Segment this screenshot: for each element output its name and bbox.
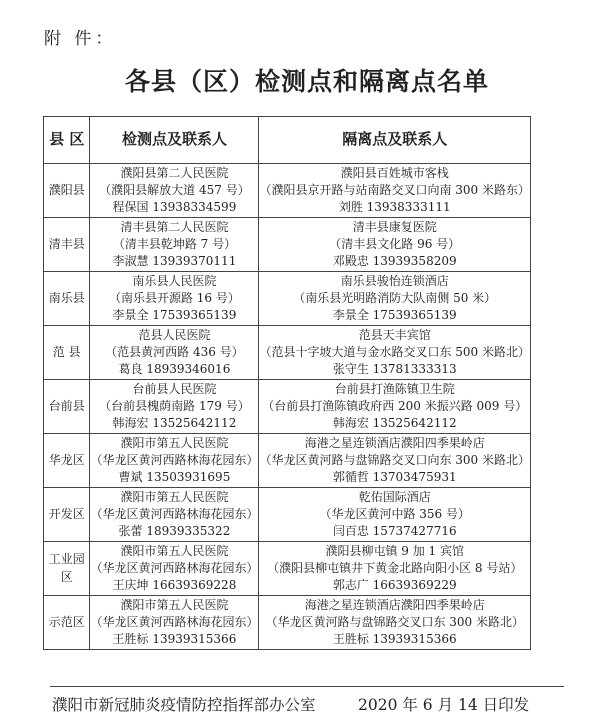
site-name: 台前县人民医院 [132,381,217,396]
site-address: （南乐县开源路 16 号） [108,290,240,305]
site-contact: 闫百忠 15737427716 [332,524,457,539]
site-contact: 葛良 18939346016 [118,362,231,377]
site-name: 范县天丰宾馆 [358,327,431,342]
testing-site-cell [90,380,259,434]
county-cell: 范 县 [44,326,90,380]
site-contact: 张蕾 18939335322 [118,524,231,539]
isolation-site-cell [259,218,531,272]
site-address: （华龙区黄河西路林海花园东） [90,614,259,629]
site-contact: 韩海宏 13525642112 [112,416,237,431]
site-name: 清丰县康复医院 [352,219,437,234]
site-address: （濮阳县京开路与站南路交叉口向南 300 米路东） [259,182,530,197]
site-address: （濮阳县解放大道 457 号） [99,182,250,197]
site-name: 濮阳市第五人民医院 [120,597,229,612]
site-contact: 邓殿忠 13939358209 [332,254,457,269]
site-address: （台前县打渔陈镇政府西 200 米振兴路 009 号） [262,398,528,413]
site-name: 濮阳市第五人民医院 [120,543,229,558]
issuer: 濮阳市新冠肺炎疫情防控指挥部办公室 [52,696,316,714]
issue-date: 2020 年 6 月 14 日印发 [358,696,530,714]
isolation-site-cell [259,596,531,650]
site-name: 清丰县第二人民医院 [120,219,229,234]
county-cell: 华龙区 [44,434,90,488]
table-row [44,596,531,650]
site-list-table [43,116,531,650]
site-name: 范县人民医院 [138,327,211,342]
county-cell: 南乐县 [44,272,90,326]
site-contact: 刘胜 13938333111 [338,200,451,215]
isolation-site-cell [259,488,531,542]
attachment-label: 附 件： [44,29,117,49]
isolation-site-cell [259,434,531,488]
site-address: （范县十字坡大道与金水路交叉口东 500 米路北） [259,344,530,359]
table-header-row [44,117,531,164]
county-cell: 示范区 [44,596,90,650]
site-name: 海港之星连锁酒店濮阳四季果岭店 [304,435,485,450]
testing-site-cell [90,164,259,218]
site-name: 海港之星连锁酒店濮阳四季果岭店 [304,597,485,612]
isolation-site-cell [259,272,531,326]
isolation-site-cell [259,164,531,218]
header-testing-site: 检测点及联系人 [90,117,259,164]
table-row [44,380,531,434]
site-address: （华龙区黄河路与盘锦路交叉口东 300 米路北） [265,614,524,629]
site-name: 南乐县骏怡连锁酒店 [340,273,449,288]
site-address: （清丰县乾坤路 7 号） [112,236,237,251]
testing-site-cell [90,326,259,380]
county-cell: 开发区 [44,488,90,542]
isolation-site-cell [259,326,531,380]
site-address: （南乐县光明路消防大队南侧 50 米） [293,290,497,305]
header-county: 县 区 [44,117,90,164]
site-contact: 韩海宏 13525642112 [332,416,457,431]
site-address: （华龙区黄河西路林海花园东） [90,506,259,521]
site-name: 濮阳县柳屯镇 9 加 1 宾馆 [325,543,464,558]
testing-site-cell [90,542,259,596]
table-row [44,164,531,218]
site-contact: 李景全 17539365139 [112,308,237,323]
site-contact: 曹斌 13503931695 [118,470,231,485]
table-row [44,488,531,542]
table-row [44,218,531,272]
site-address: （华龙区黄河西路林海花园东） [90,560,259,575]
testing-site-cell [90,218,259,272]
county-cell: 清丰县 [44,218,90,272]
site-address: （台前县槐荫南路 179 号） [99,398,250,413]
footer-divider [50,686,564,687]
table-row [44,326,531,380]
site-contact: 王胜标 13939315366 [112,632,237,647]
testing-site-cell [90,434,259,488]
table-row [44,434,531,488]
table-row [44,272,531,326]
table-row [44,542,531,596]
site-address: （华龙区黄河中路 356 号） [319,506,470,521]
site-contact: 李淑慧 13939370111 [112,254,237,269]
site-address: （范县黄河西路 436 号） [105,344,244,359]
site-name: 濮阳市第五人民医院 [120,435,229,450]
site-name: 台前县打渔陈镇卫生院 [334,381,455,396]
site-contact: 李景全 17539365139 [332,308,457,323]
site-contact: 郭循哲 13703475931 [332,470,457,485]
isolation-site-cell [259,380,531,434]
county-cell: 濮阳县 [44,164,90,218]
site-name: 南乐县人民医院 [132,273,217,288]
site-contact: 王庆坤 16639369228 [112,578,237,593]
site-name: 濮阳市第五人民医院 [120,489,229,504]
county-cell: 台前县 [44,380,90,434]
county-cell: 工业园区 [44,542,90,596]
site-contact: 郭志广 16639369229 [332,578,457,593]
site-name: 濮阳县百姓城市客栈 [340,165,449,180]
testing-site-cell [90,596,259,650]
site-address: （濮阳县柳屯镇井下黄金北路向阳小区 8 号站） [267,560,523,575]
site-address: （华龙区黄河西路林海花园东） [90,452,259,467]
isolation-site-cell [259,542,531,596]
site-contact: 王胜标 13939315366 [332,632,457,647]
site-address: （华龙区黄河路与盘锦路交叉口向东 300 米路北） [259,452,530,467]
site-name: 乾佑国际酒店 [358,489,431,504]
site-contact: 张守生 13781333313 [332,362,457,377]
site-name: 濮阳县第二人民医院 [120,165,229,180]
site-contact: 程保国 13938334599 [112,200,237,215]
site-address: （清丰县文化路 96 号） [329,236,461,251]
header-isolation-site: 隔离点及联系人 [259,117,531,164]
testing-site-cell [90,272,259,326]
testing-site-cell [90,488,259,542]
document-title: 各县（区）检测点和隔离点名单 [124,67,489,96]
